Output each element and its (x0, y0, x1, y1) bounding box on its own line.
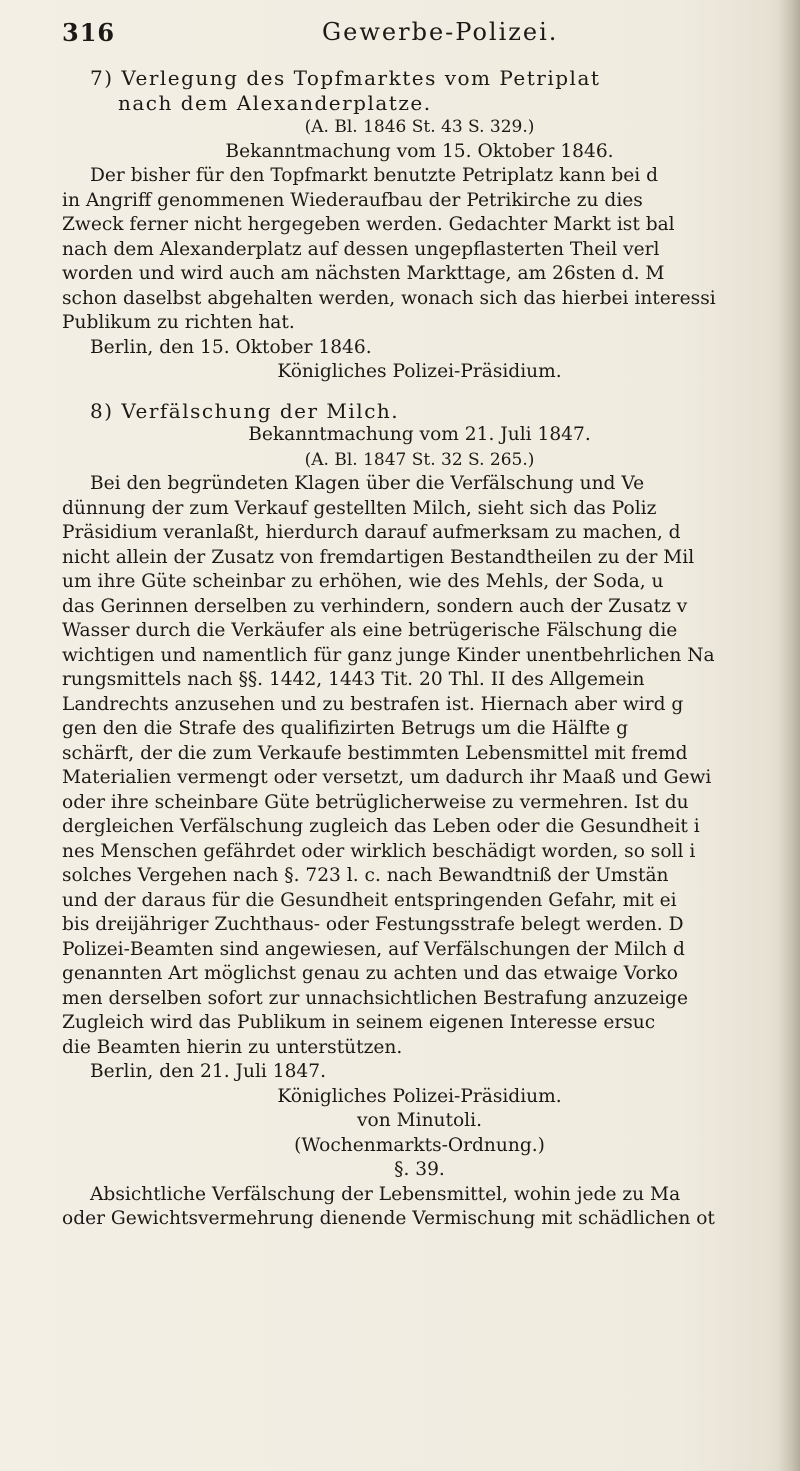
text-line: bis dreijähriger Zuchthaus- oder Festungsstrafe belegt werden. D (62, 914, 684, 935)
page-header (62, 18, 762, 54)
page-body (62, 66, 777, 1232)
section7-heading-line1: 7) Verlegung des Topfmarktes vom Petriplat (90, 66, 601, 90)
text-line: worden und wird auch am nächsten Markttage, am 26sten d. M (62, 263, 665, 284)
text-line: oder Gewichtsvermehrung dienende Vermischung mit schädlichen ot (62, 1208, 715, 1229)
text-line: Landrechts anzusehen und zu bestrafen ist. Hiernach aber wird g (62, 693, 684, 715)
text-line: men derselben sofort zur unnachsichtlichen Bestrafung anzuzeige (62, 987, 688, 1009)
section7-announcement: Bekanntmachung vom 15. Oktober 1846. (225, 140, 614, 162)
section7-heading-line2: nach dem Alexanderplatze. (118, 90, 432, 115)
text-line: schärft, der die zum Verkaufe bestimmten Lebensmittel mit fremd (62, 742, 688, 764)
section8-place-date: Berlin, den 21. Juli 1847. (90, 1061, 326, 1082)
text-line: Zweck ferner nicht hergegeben werden. Gedachter Markt ist bal (62, 214, 675, 235)
text-line: nach dem Alexanderplatz auf dessen ungepflasterten Theil verl (62, 238, 660, 260)
text-line: Absichtliche Verfälschung der Lebensmittel, wohin jede zu Ma (90, 1183, 681, 1205)
text-line: und der daraus für die Gesundheit entspringenden Gefahr, mit ei (62, 889, 677, 911)
text-line: Materialien vermengt oder versetzt, um dadurch ihr Maaß und Gewi (62, 767, 712, 788)
text-line: in Angriff genommenen Wiederaufbau der Petrikirche zu dies (62, 189, 643, 211)
text-line: nicht allein der Zusatz von fremdartigen Bestandtheilen zu der Mil (62, 546, 695, 568)
page-number: 316 (62, 18, 116, 47)
section7-signature: Königliches Polizei-Präsidium. (277, 361, 562, 382)
text-line: das Gerinnen derselben zu verhindern, sondern auch der Zusatz v (62, 595, 688, 617)
market-order-title: (Wochenmarkts-Ordnung.) (294, 1134, 545, 1156)
text-line: schon daselbst abgehalten werden, wonach sich das hierbei interessi (62, 287, 716, 309)
text-line: Publikum zu richten hat. (62, 312, 295, 333)
page-spine-shadow (778, 0, 800, 1471)
text-line: Zugleich wird das Publikum in seinem eigenen Interesse ersuc (62, 1012, 656, 1033)
text-line: Präsidium veranlaßt, hierdurch darauf aufmerksam zu machen, d (62, 522, 681, 543)
section8-signer: von Minutoli. (357, 1110, 482, 1131)
section7-source: (A. Bl. 1846 St. 43 S. 329.) (304, 117, 535, 137)
text-line: wichtigen und namentlich für ganz junge Kinder unentbehrlichen Na (62, 644, 715, 666)
text-line: dünnung der zum Verkauf gestellten Milch, sieht sich das Poliz (62, 497, 657, 519)
text-line: gen den die Strafe des qualifizirten Betrugs um die Hälfte g (62, 718, 628, 739)
section8-source: (A. Bl. 1847 St. 32 S. 265.) (304, 449, 535, 470)
text-line: rungsmittels nach §§. 1442, 1443 Tit. 20 Thl. II des Allgemein (62, 669, 645, 690)
text-line: solches Vergehen nach §. 723 l. c. nach Bewandtniß der Umstän (62, 865, 669, 886)
section8-heading: 8) Verfälschung der Milch. (90, 398, 400, 423)
text-line: die Beamten hierin zu unterstützen. (62, 1036, 403, 1058)
text-line: Polizei-Beamten sind angewiesen, auf Verfälschungen der Milch d (62, 938, 685, 960)
text-line: um ihre Güte scheinbar zu erhöhen, wie des Mehls, der Soda, u (62, 571, 664, 592)
text-line: oder ihre scheinbare Güte betrüglicherweise zu vermehren. Ist du (62, 791, 689, 813)
text-line: Wasser durch die Verkäufer als eine betrügerische Fälschung die (62, 620, 678, 641)
text-line: dergleichen Verfälschung zugleich das Leben oder die Gesundheit i (62, 816, 700, 837)
text-line: nes Menschen gefährdet oder wirklich beschädigt worden, so soll i (62, 840, 696, 862)
text-line: Der bisher für den Topfmarkt benutzte Petriplatz kann bei d (90, 165, 659, 186)
paragraph-number: §. 39. (394, 1159, 445, 1180)
running-title: Gewerbe-Polizei. (322, 18, 559, 46)
section8-announcement: Bekanntmachung vom 21. Juli 1847. (248, 424, 591, 445)
section7-place-date: Berlin, den 15. Oktober 1846. (90, 336, 372, 358)
text-line: Bei den begründeten Klagen über die Verfälschung und Ve (90, 473, 645, 494)
section8-signature: Königliches Polizei-Präsidium. (277, 1085, 562, 1107)
text-line: genannten Art möglichst genau zu achten und das etwaige Vorko (62, 963, 678, 984)
